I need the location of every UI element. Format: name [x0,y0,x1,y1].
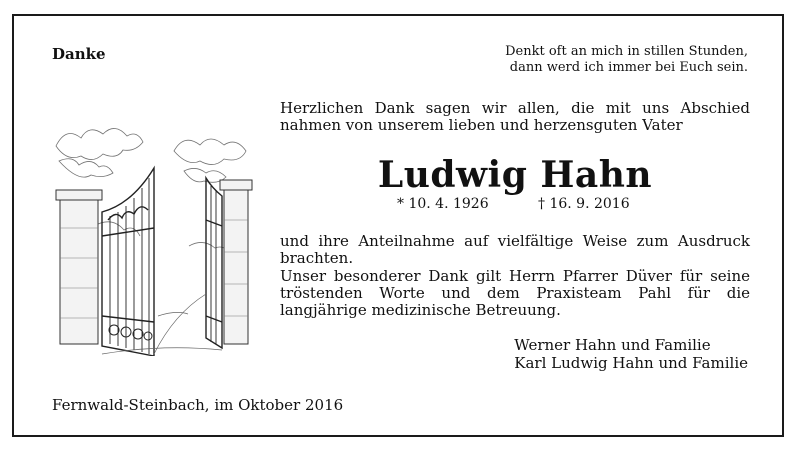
birth-date: * 10. 4. 1926 [397,196,489,212]
death-date: † 16. 9. 2016 [538,196,630,212]
deceased-name: Ludwig Hahn [377,154,653,196]
signature-1: Werner Hahn und Familie [514,336,711,354]
thanks-paragraph-2: Unser besonderer Dank gilt Herrn Pfarrer Düver für seine tröstenden Worte und dem Praxisteam Pahl für die langjährige medizinische Betreuung. [280,267,750,319]
heading-danke: Danke [52,45,106,63]
garden-gate-illustration [54,116,254,356]
memorial-quote [505,44,748,76]
thanks-paragraph-1: und ihre Anteilnahme auf vielfältige Weise zum Ausdruck brachten. [280,232,750,267]
place-date: Fernwald-Steinbach, im Oktober 2016 [52,396,344,414]
signatures [514,336,748,372]
notice-frame [12,14,784,437]
intro-text: Herzlichen Dank sagen wir allen, die mit uns Abschied nahmen von unserem lieben und herzensguten Vater [280,99,750,134]
quote-line-1: Denkt oft an mich in stillen Stunden, [505,44,748,59]
quote-line-2: dann werd ich immer bei Euch sein. [509,60,748,75]
signature-2: Karl Ludwig Hahn und Familie [514,354,748,372]
